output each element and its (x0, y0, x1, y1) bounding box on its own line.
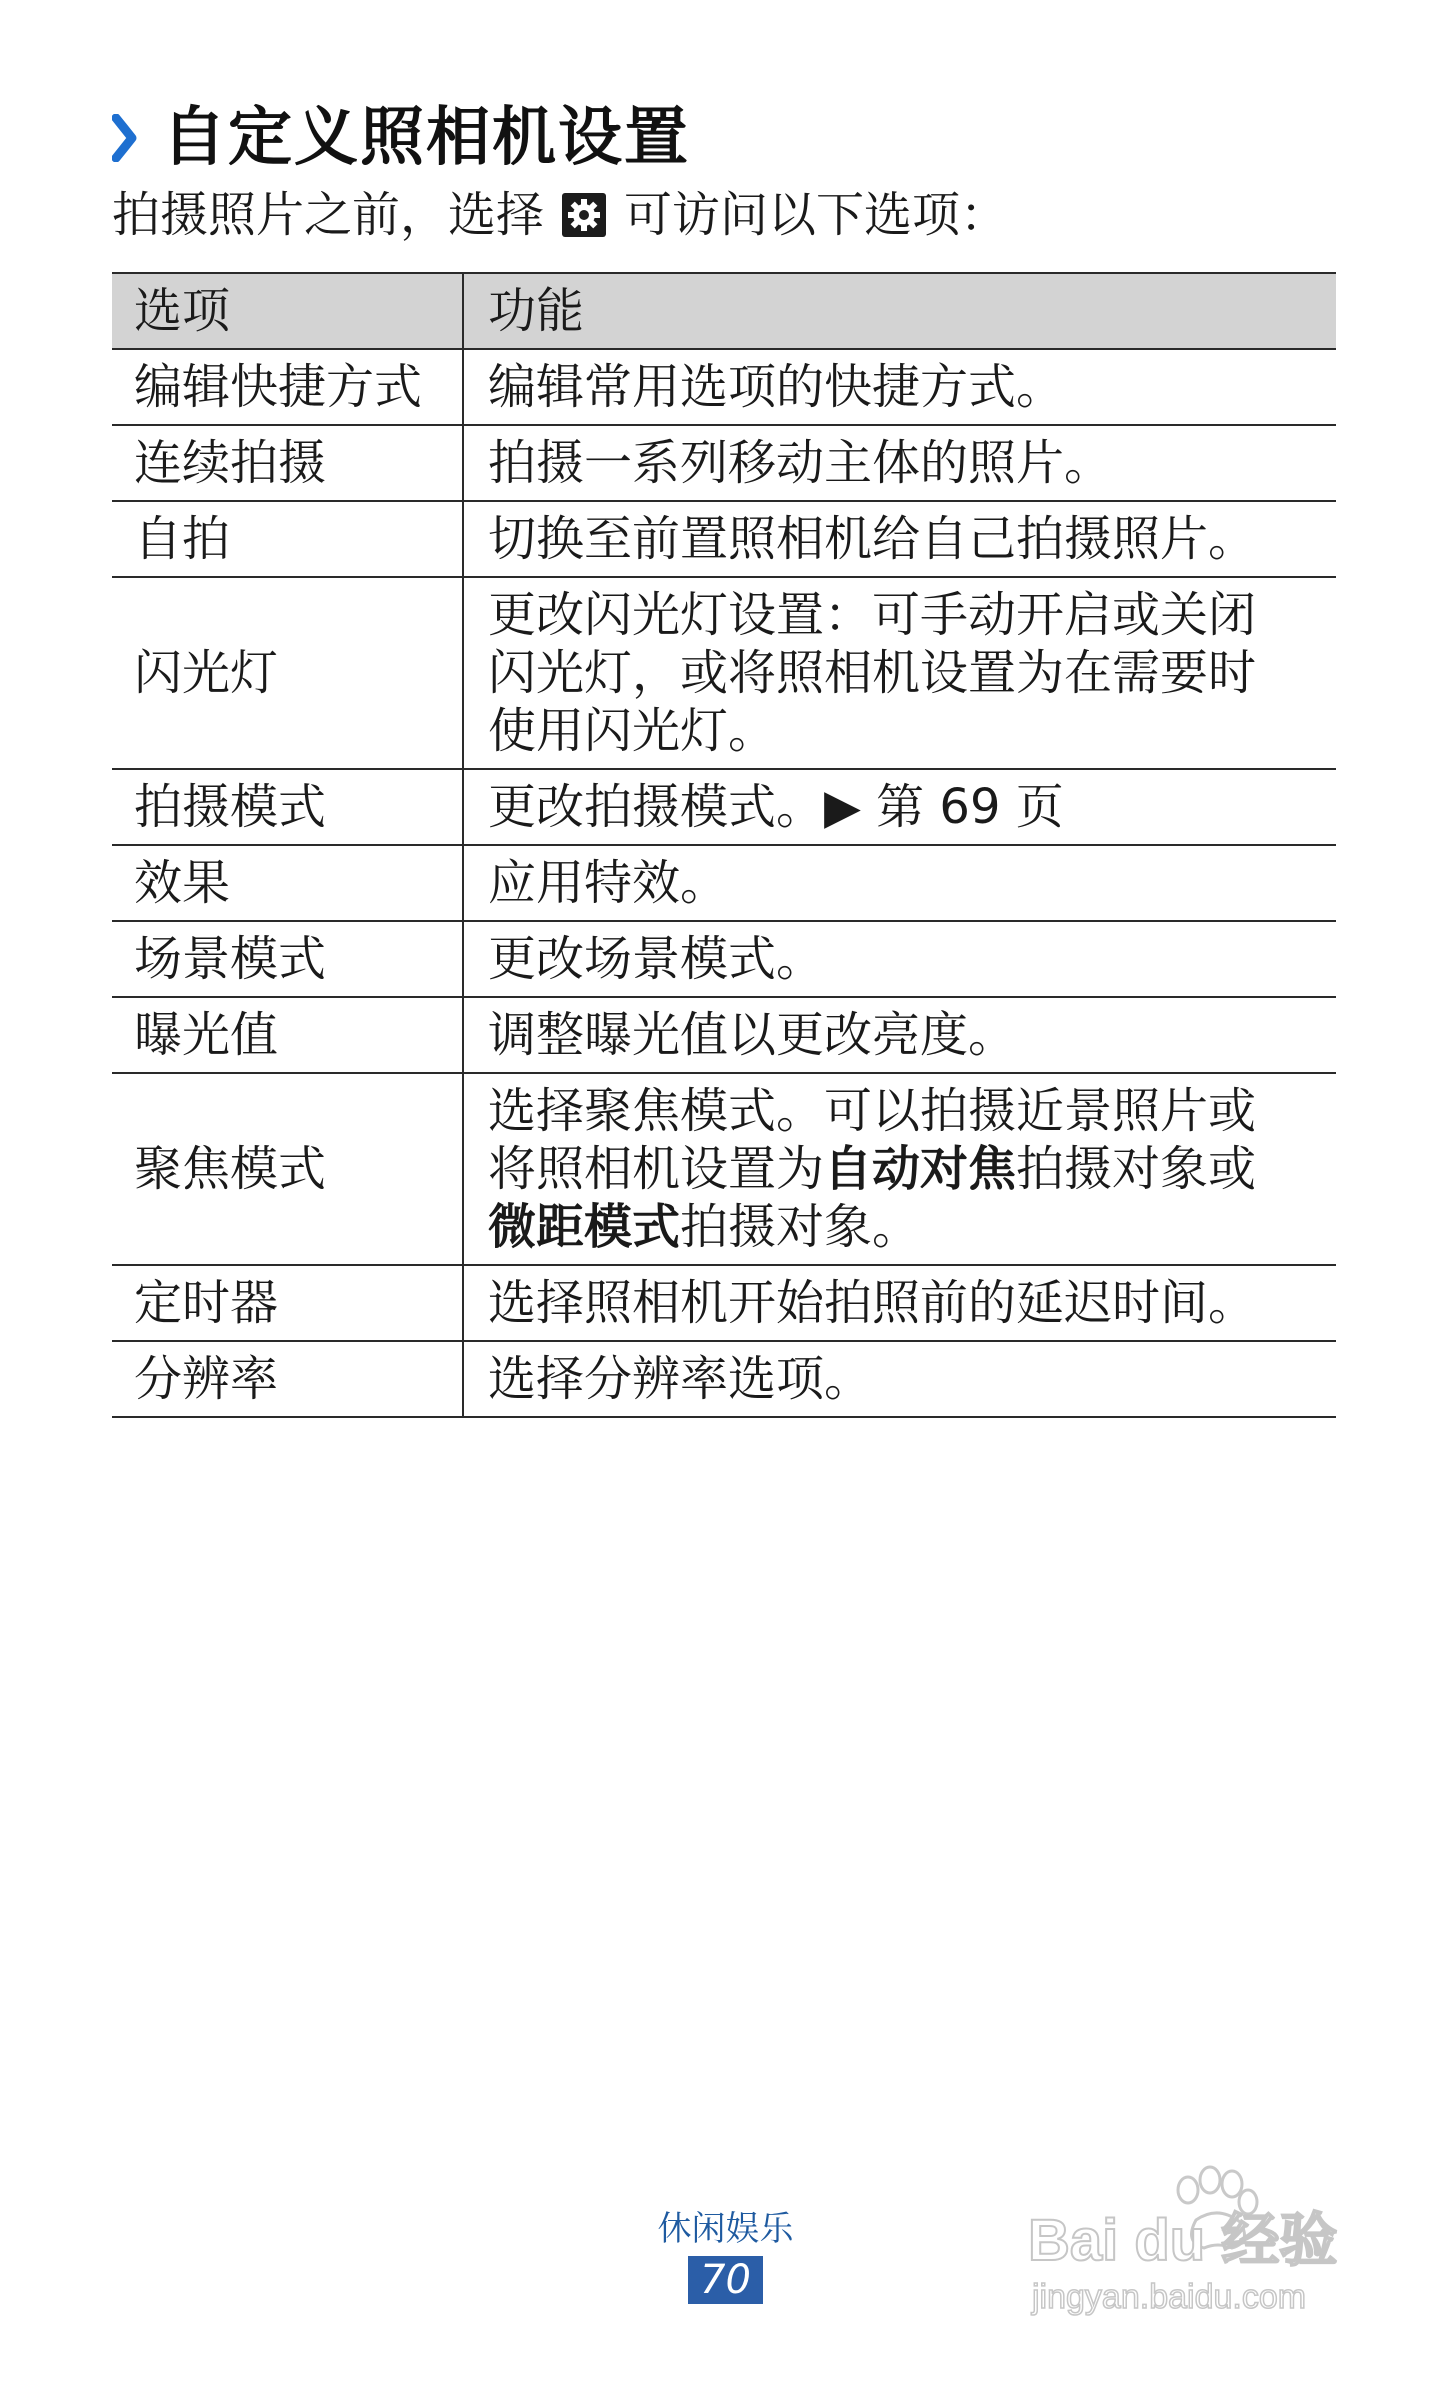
header-option: 选项 (112, 273, 463, 349)
table-row (112, 1073, 1336, 1265)
function-cell: 选择照相机开始拍照前的延迟时间。 (463, 1265, 1336, 1341)
table-row (112, 501, 1336, 577)
table-row (112, 921, 1336, 997)
macro-keyword: 微距模式 (488, 1199, 681, 1255)
table-row (112, 845, 1336, 921)
settings-gear-icon (562, 193, 606, 237)
section-heading (112, 98, 690, 178)
header-function: 功能 (463, 273, 1336, 349)
baidu-jingyan-watermark (1018, 2150, 1408, 2330)
function-cell: 调整曝光值以更改亮度。 (463, 997, 1336, 1073)
table-row (112, 425, 1336, 501)
option-cell: 分辨率 (112, 1341, 463, 1417)
option-cell: 编辑快捷方式 (112, 349, 463, 425)
table-row (112, 769, 1336, 845)
option-cell: 拍摄模式 (112, 769, 463, 845)
watermark-brand: Bai du 经验 (1028, 2208, 1338, 2273)
footer-section-name: 休闲娱乐 (657, 2209, 794, 2249)
intro-before: 拍摄照片之前，选择 (112, 187, 545, 243)
table-row (112, 1265, 1336, 1341)
option-cell: 聚焦模式 (112, 1073, 463, 1265)
table-row (112, 1341, 1336, 1417)
function-cell: 选择聚焦模式。可以拍摄近景照片或 将照相机设置为自动对焦拍摄对象或 微距模式拍摄对象。 (463, 1073, 1336, 1265)
options-table (112, 272, 1336, 1418)
autofocus-keyword: 自动对焦 (824, 1141, 1017, 1197)
function-cell: 拍摄一系列移动主体的照片。 (463, 425, 1336, 501)
option-cell: 效果 (112, 845, 463, 921)
option-cell: 闪光灯 (112, 577, 463, 769)
table-row (112, 577, 1336, 769)
function-cell: 应用特效。 (463, 845, 1336, 921)
table-row (112, 997, 1336, 1073)
function-cell: 更改拍摄模式。▶ 第 69 页 (463, 769, 1336, 845)
table-row (112, 349, 1336, 425)
chevron-right-icon (112, 114, 138, 162)
function-cell: 更改闪光灯设置：可手动开启或关闭 闪光灯，或将照相机设置为在需要时 使用闪光灯。 (463, 577, 1336, 769)
watermark-url: jingyan.baidu.com (1032, 2278, 1307, 2316)
table-header-row (112, 273, 1336, 349)
option-cell: 连续拍摄 (112, 425, 463, 501)
function-cell: 更改场景模式。 (463, 921, 1336, 997)
option-cell: 定时器 (112, 1265, 463, 1341)
intro-text (112, 180, 1008, 250)
option-cell: 自拍 (112, 501, 463, 577)
intro-after: 可访问以下选项： (624, 187, 1009, 243)
page-number: 70 (688, 2256, 763, 2304)
function-cell: 选择分辨率选项。 (463, 1341, 1336, 1417)
function-cell: 切换至前置照相机给自己拍摄照片。 (463, 501, 1336, 577)
function-cell: 编辑常用选项的快捷方式。 (463, 349, 1336, 425)
option-cell: 曝光值 (112, 997, 463, 1073)
option-cell: 场景模式 (112, 921, 463, 997)
page-title: 自定义照相机设置 (162, 101, 690, 175)
